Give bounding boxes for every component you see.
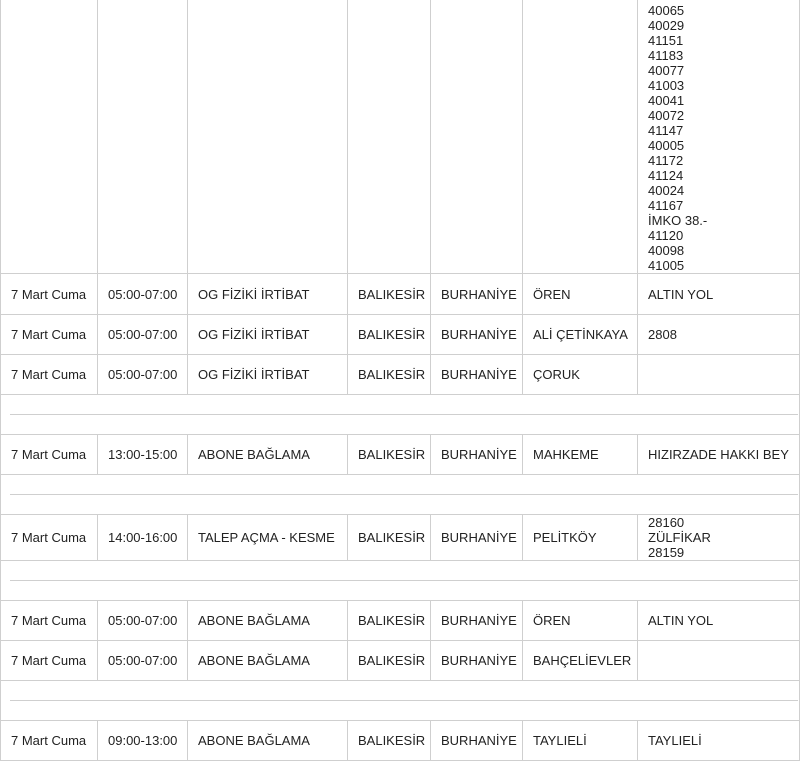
street-code: İMKO 38.-	[648, 213, 708, 228]
district-cell: BURHANİYE	[430, 640, 522, 680]
area-cell: ÖREN	[522, 274, 637, 314]
city-cell: BALIKESİR	[347, 514, 430, 560]
street-code: 41005	[648, 258, 685, 273]
area-cell: ÇORUK	[522, 354, 637, 394]
street-cell	[637, 434, 800, 474]
work-type-cell: OG FİZİKİ İRTİBAT	[187, 274, 347, 314]
district-cell: BURHANİYE	[430, 354, 522, 394]
street-code: 40072	[648, 108, 685, 123]
street-cell	[637, 354, 800, 394]
date-cell: 7 Mart Cuma	[0, 274, 97, 314]
time-cell: 13:00-15:00	[97, 434, 187, 474]
city-cell: BALIKESİR	[347, 600, 430, 640]
street-cell	[637, 274, 800, 314]
date-cell: 7 Mart Cuma	[0, 434, 97, 474]
spacer-border	[0, 560, 1, 600]
street-code: 41124	[648, 168, 684, 183]
row-divider	[0, 394, 800, 395]
date-cell: 7 Mart Cuma	[0, 514, 97, 560]
area-cell: PELİTKÖY	[522, 514, 637, 560]
street-name: 2808	[648, 326, 677, 342]
street-code: 41183	[648, 48, 684, 63]
street-name: 28160	[648, 514, 685, 530]
city-cell: BALIKESİR	[347, 640, 430, 680]
col-divider	[0, 0, 1, 273]
area-cell: ÖREN	[522, 600, 637, 640]
col-divider	[347, 0, 348, 273]
street-name: ALTIN YOL	[648, 612, 714, 628]
street-name: ALTIN YOL	[648, 286, 714, 302]
street-cell	[637, 600, 800, 640]
spacer-border	[0, 394, 1, 434]
area-cell: BAHÇELİEVLER	[522, 640, 637, 680]
street-code: 41172	[648, 153, 684, 168]
work-type-cell: OG FİZİKİ İRTİBAT	[187, 314, 347, 354]
spacer-divider	[10, 414, 798, 415]
spacer-border	[0, 474, 1, 514]
street-name: ZÜLFİKAR	[648, 529, 711, 545]
area-cell: ALİ ÇETİNKAYA	[522, 314, 637, 354]
spacer-divider	[10, 700, 798, 701]
row-divider	[0, 760, 800, 761]
time-cell: 05:00-07:00	[97, 600, 187, 640]
street-code: 40065	[648, 3, 685, 18]
spacer-border	[0, 680, 1, 720]
area-cell: TAYLIELİ	[522, 720, 637, 760]
street-code: 40029	[648, 18, 685, 33]
street-cell	[637, 514, 800, 560]
district-cell: BURHANİYE	[430, 274, 522, 314]
work-type-cell: TALEP AÇMA - KESME	[187, 514, 347, 560]
table-row	[0, 720, 800, 760]
street-code: 40024	[648, 183, 685, 198]
street-cell	[637, 720, 800, 760]
work-type-cell: ABONE BAĞLAMA	[187, 434, 347, 474]
table-row	[0, 434, 800, 474]
city-cell: BALIKESİR	[347, 720, 430, 760]
street-name: HIZIRZADE HAKKI BEY	[648, 446, 789, 462]
col-divider	[430, 0, 431, 273]
street-code: 41003	[648, 78, 685, 93]
work-type-cell: OG FİZİKİ İRTİBAT	[187, 354, 347, 394]
table-row	[0, 354, 800, 394]
street-code: 41151	[648, 33, 684, 48]
street-code: 41167	[648, 198, 684, 213]
district-cell: BURHANİYE	[430, 600, 522, 640]
street-code: 40005	[648, 138, 685, 153]
city-cell: BALIKESİR	[347, 434, 430, 474]
district-cell: BURHANİYE	[430, 720, 522, 760]
table-row	[0, 640, 800, 680]
area-cell: MAHKEME	[522, 434, 637, 474]
time-cell: 14:00-16:00	[97, 514, 187, 560]
time-cell: 05:00-07:00	[97, 640, 187, 680]
street-name: TAYLIELİ	[648, 732, 702, 748]
date-cell: 7 Mart Cuma	[0, 354, 97, 394]
street-code: 41147	[648, 123, 684, 138]
street-name: 28159	[648, 544, 685, 560]
street-code: 40077	[648, 63, 685, 78]
street-code-list	[637, 0, 800, 273]
work-type-cell: ABONE BAĞLAMA	[187, 720, 347, 760]
time-cell: 05:00-07:00	[97, 314, 187, 354]
table-row	[0, 314, 800, 354]
district-cell: BURHANİYE	[430, 434, 522, 474]
street-cell	[637, 314, 800, 354]
date-cell: 7 Mart Cuma	[0, 640, 97, 680]
street-code: 40041	[648, 93, 685, 108]
col-divider	[522, 0, 523, 273]
row-divider	[0, 474, 800, 475]
city-cell: BALIKESİR	[347, 354, 430, 394]
city-cell: BALIKESİR	[347, 314, 430, 354]
district-cell: BURHANİYE	[430, 314, 522, 354]
time-cell: 05:00-07:00	[97, 354, 187, 394]
work-type-cell: ABONE BAĞLAMA	[187, 600, 347, 640]
street-cell	[637, 640, 800, 680]
date-cell: 7 Mart Cuma	[0, 720, 97, 760]
row-divider	[0, 680, 800, 681]
district-cell: BURHANİYE	[430, 514, 522, 560]
row-divider	[0, 560, 800, 561]
street-code: 41120	[648, 228, 684, 243]
time-cell: 09:00-13:00	[97, 720, 187, 760]
table-row	[0, 514, 800, 560]
spacer-divider	[10, 580, 798, 581]
time-cell: 05:00-07:00	[97, 274, 187, 314]
date-cell: 7 Mart Cuma	[0, 600, 97, 640]
spacer-divider	[10, 494, 798, 495]
col-divider	[97, 0, 98, 273]
table-row	[0, 600, 800, 640]
work-type-cell: ABONE BAĞLAMA	[187, 640, 347, 680]
table-row	[0, 274, 800, 314]
street-code: 40098	[648, 243, 685, 258]
city-cell: BALIKESİR	[347, 274, 430, 314]
col-divider	[187, 0, 188, 273]
date-cell: 7 Mart Cuma	[0, 314, 97, 354]
